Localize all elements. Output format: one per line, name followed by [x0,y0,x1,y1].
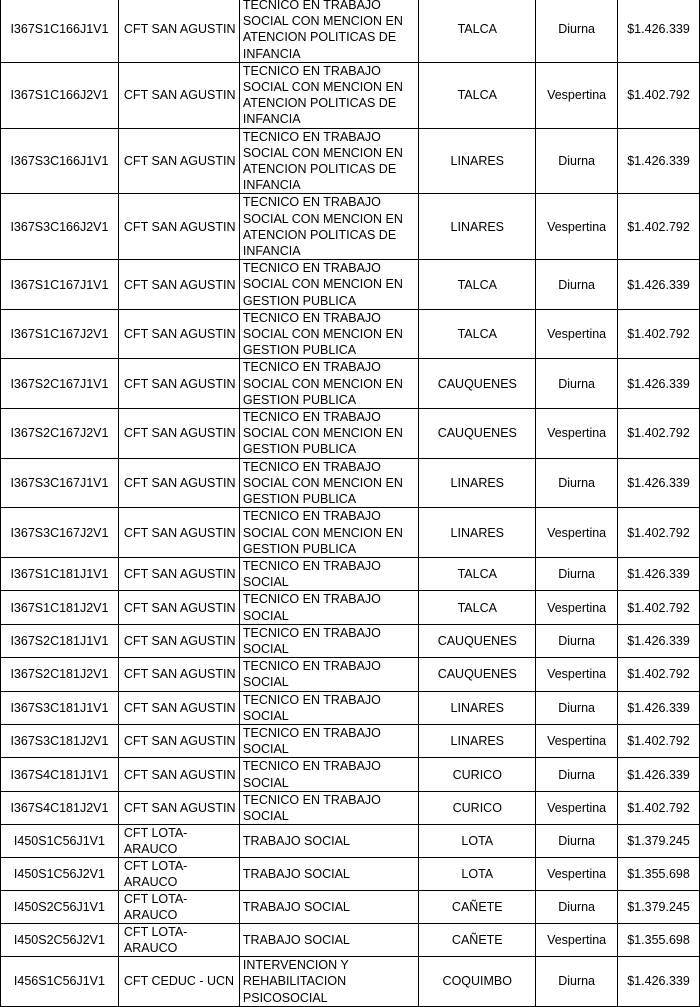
program-name-cell: TECNICO EN TRABAJO SOCIAL [239,624,419,657]
table-row [1,858,700,891]
tuition-price-cell: $1.426.339 [618,624,700,657]
tuition-price-cell: $1.426.339 [618,691,700,724]
program-name-cell: TECNICO EN TRABAJO SOCIAL CON MENCION EN GESTION PUBLICA [239,508,419,558]
table-row [1,458,700,508]
shift-cell: Diurna [536,128,618,194]
shift-cell: Vespertina [536,309,618,359]
city-cell: CURICO [419,791,536,824]
city-cell: TALCA [419,260,536,310]
city-cell: LOTA [419,858,536,891]
program-name-cell: TRABAJO SOCIAL [239,924,419,957]
program-code-cell: I367S3C181J2V1 [1,724,119,757]
institution-cell: CFT LOTA-ARAUCO [118,825,239,858]
program-name-cell: TECNICO EN TRABAJO SOCIAL [239,758,419,791]
tuition-price-cell: $1.402.792 [618,309,700,359]
tuition-price-cell: $1.379.245 [618,891,700,924]
program-name-cell: TRABAJO SOCIAL [239,891,419,924]
program-name-cell: TECNICO EN TRABAJO SOCIAL CON MENCION EN GESTION PUBLICA [239,359,419,409]
program-code-cell: I367S1C167J2V1 [1,309,119,359]
program-code-cell: I367S3C167J2V1 [1,508,119,558]
shift-cell: Vespertina [536,194,618,260]
institution-cell: CFT SAN AGUSTIN [118,658,239,691]
tuition-price-cell: $1.402.792 [618,724,700,757]
table-row [1,62,700,128]
tuition-price-cell: $1.426.339 [618,957,700,1007]
program-name-cell: TECNICO EN TRABAJO SOCIAL [239,791,419,824]
program-name-cell: TECNICO EN TRABAJO SOCIAL CON MENCION EN ATENCION POLITICAS DE INFANCIA [239,194,419,260]
table-row [1,691,700,724]
tuition-price-cell: $1.402.792 [618,62,700,128]
table-body [1,0,700,1006]
program-name-cell: TECNICO EN TRABAJO SOCIAL [239,724,419,757]
shift-cell: Vespertina [536,409,618,459]
city-cell: TALCA [419,62,536,128]
tuition-price-cell: $1.402.792 [618,409,700,459]
table-row [1,591,700,624]
institution-cell: CFT SAN AGUSTIN [118,557,239,590]
shift-cell: Vespertina [536,724,618,757]
institution-cell: CFT SAN AGUSTIN [118,359,239,409]
tuition-price-cell: $1.426.339 [618,128,700,194]
tuition-price-cell: $1.355.698 [618,924,700,957]
city-cell: LINARES [419,691,536,724]
program-name-cell: TRABAJO SOCIAL [239,825,419,858]
institution-cell: CFT LOTA-ARAUCO [118,858,239,891]
tuition-price-cell: $1.379.245 [618,825,700,858]
institution-cell: CFT SAN AGUSTIN [118,791,239,824]
program-code-cell: I367S1C181J2V1 [1,591,119,624]
table-row [1,724,700,757]
tuition-price-cell: $1.402.792 [618,791,700,824]
program-name-cell: INTERVENCION Y REHABILITACION PSICOSOCIAL [239,957,419,1007]
table-row [1,957,700,1007]
program-code-cell: I367S3C166J2V1 [1,194,119,260]
city-cell: LOTA [419,825,536,858]
table-row [1,0,700,62]
institution-cell: CFT SAN AGUSTIN [118,458,239,508]
shift-cell: Vespertina [536,62,618,128]
shift-cell: Diurna [536,260,618,310]
tuition-price-cell: $1.426.339 [618,758,700,791]
program-name-cell: TECNICO EN TRABAJO SOCIAL [239,591,419,624]
tuition-price-cell: $1.426.339 [618,458,700,508]
program-code-cell: I367S2C167J2V1 [1,409,119,459]
tuition-price-cell: $1.402.792 [618,658,700,691]
program-name-cell: TECNICO EN TRABAJO SOCIAL CON MENCION EN ATENCION POLITICAS DE INFANCIA [239,0,419,62]
institution-cell: CFT SAN AGUSTIN [118,309,239,359]
city-cell: CAUQUENES [419,359,536,409]
shift-cell: Diurna [536,957,618,1007]
shift-cell: Diurna [536,0,618,62]
institution-cell: CFT SAN AGUSTIN [118,194,239,260]
table-row [1,508,700,558]
tuition-price-cell: $1.426.339 [618,0,700,62]
shift-cell: Diurna [536,557,618,590]
shift-cell: Diurna [536,691,618,724]
table-row [1,658,700,691]
shift-cell: Vespertina [536,858,618,891]
program-code-cell: I367S4C181J1V1 [1,758,119,791]
program-code-cell: I450S1C56J1V1 [1,825,119,858]
institution-cell: CFT LOTA-ARAUCO [118,924,239,957]
institution-cell: CFT CEDUC - UCN [118,957,239,1007]
city-cell: CAUQUENES [419,658,536,691]
table-row [1,557,700,590]
shift-cell: Vespertina [536,791,618,824]
table-row [1,409,700,459]
tuition-price-cell: $1.402.792 [618,194,700,260]
institution-cell: CFT SAN AGUSTIN [118,624,239,657]
city-cell: LINARES [419,194,536,260]
shift-cell: Diurna [536,891,618,924]
institution-cell: CFT SAN AGUSTIN [118,724,239,757]
program-name-cell: TECNICO EN TRABAJO SOCIAL CON MENCION EN GESTION PUBLICA [239,260,419,310]
tuition-price-cell: $1.426.339 [618,557,700,590]
shift-cell: Diurna [536,758,618,791]
program-code-cell: I367S1C167J1V1 [1,260,119,310]
program-name-cell: TECNICO EN TRABAJO SOCIAL CON MENCION EN GESTION PUBLICA [239,458,419,508]
program-code-cell: I450S1C56J2V1 [1,858,119,891]
tuition-price-cell: $1.426.339 [618,260,700,310]
institution-cell: CFT SAN AGUSTIN [118,591,239,624]
program-code-cell: I367S1C166J2V1 [1,62,119,128]
table-row [1,260,700,310]
shift-cell: Vespertina [536,591,618,624]
table-row [1,924,700,957]
program-code-cell: I367S2C167J1V1 [1,359,119,409]
program-code-cell: I367S2C181J1V1 [1,624,119,657]
city-cell: LINARES [419,508,536,558]
city-cell: CAUQUENES [419,624,536,657]
tuition-price-cell: $1.402.792 [618,508,700,558]
city-cell: CAÑETE [419,924,536,957]
table-row [1,624,700,657]
shift-cell: Diurna [536,458,618,508]
program-name-cell: TECNICO EN TRABAJO SOCIAL [239,691,419,724]
shift-cell: Vespertina [536,924,618,957]
city-cell: LINARES [419,128,536,194]
tuition-price-cell: $1.402.792 [618,591,700,624]
program-code-cell: I367S1C181J1V1 [1,557,119,590]
city-cell: LINARES [419,458,536,508]
program-code-cell: I367S4C181J2V1 [1,791,119,824]
program-code-cell: I367S3C166J1V1 [1,128,119,194]
program-name-cell: TECNICO EN TRABAJO SOCIAL CON MENCION EN GESTION PUBLICA [239,409,419,459]
table-row [1,791,700,824]
program-name-cell: TECNICO EN TRABAJO SOCIAL CON MENCION EN GESTION PUBLICA [239,309,419,359]
program-code-cell: I367S1C166J1V1 [1,0,119,62]
city-cell: TALCA [419,557,536,590]
program-name-cell: TECNICO EN TRABAJO SOCIAL [239,557,419,590]
institution-cell: CFT SAN AGUSTIN [118,508,239,558]
program-code-cell: I456S1C56J1V1 [1,957,119,1007]
program-name-cell: TRABAJO SOCIAL [239,858,419,891]
program-code-cell: I367S2C181J2V1 [1,658,119,691]
institution-cell: CFT SAN AGUSTIN [118,0,239,62]
shift-cell: Diurna [536,624,618,657]
shift-cell: Diurna [536,825,618,858]
program-name-cell: TECNICO EN TRABAJO SOCIAL CON MENCION EN ATENCION POLITICAS DE INFANCIA [239,128,419,194]
table-row [1,825,700,858]
table-row [1,309,700,359]
table-row [1,194,700,260]
table-row [1,758,700,791]
institution-cell: CFT SAN AGUSTIN [118,260,239,310]
shift-cell: Vespertina [536,508,618,558]
institution-cell: CFT SAN AGUSTIN [118,128,239,194]
shift-cell: Vespertina [536,658,618,691]
institution-cell: CFT SAN AGUSTIN [118,409,239,459]
city-cell: TALCA [419,0,536,62]
institution-cell: CFT LOTA-ARAUCO [118,891,239,924]
table-row [1,891,700,924]
city-cell: CAÑETE [419,891,536,924]
table-row [1,128,700,194]
city-cell: LINARES [419,724,536,757]
table-row [1,359,700,409]
program-code-cell: I450S2C56J1V1 [1,891,119,924]
city-cell: CURICO [419,758,536,791]
city-cell: TALCA [419,591,536,624]
institution-cell: CFT SAN AGUSTIN [118,62,239,128]
program-name-cell: TECNICO EN TRABAJO SOCIAL CON MENCION EN ATENCION POLITICAS DE INFANCIA [239,62,419,128]
city-cell: CAUQUENES [419,409,536,459]
city-cell: TALCA [419,309,536,359]
program-code-cell: I367S3C167J1V1 [1,458,119,508]
city-cell: COQUIMBO [419,957,536,1007]
institution-cell: CFT SAN AGUSTIN [118,691,239,724]
tuition-price-cell: $1.355.698 [618,858,700,891]
program-code-cell: I450S2C56J2V1 [1,924,119,957]
institution-cell: CFT SAN AGUSTIN [118,758,239,791]
program-code-cell: I367S3C181J1V1 [1,691,119,724]
shift-cell: Diurna [536,359,618,409]
program-name-cell: TECNICO EN TRABAJO SOCIAL [239,658,419,691]
tuition-price-cell: $1.426.339 [618,359,700,409]
